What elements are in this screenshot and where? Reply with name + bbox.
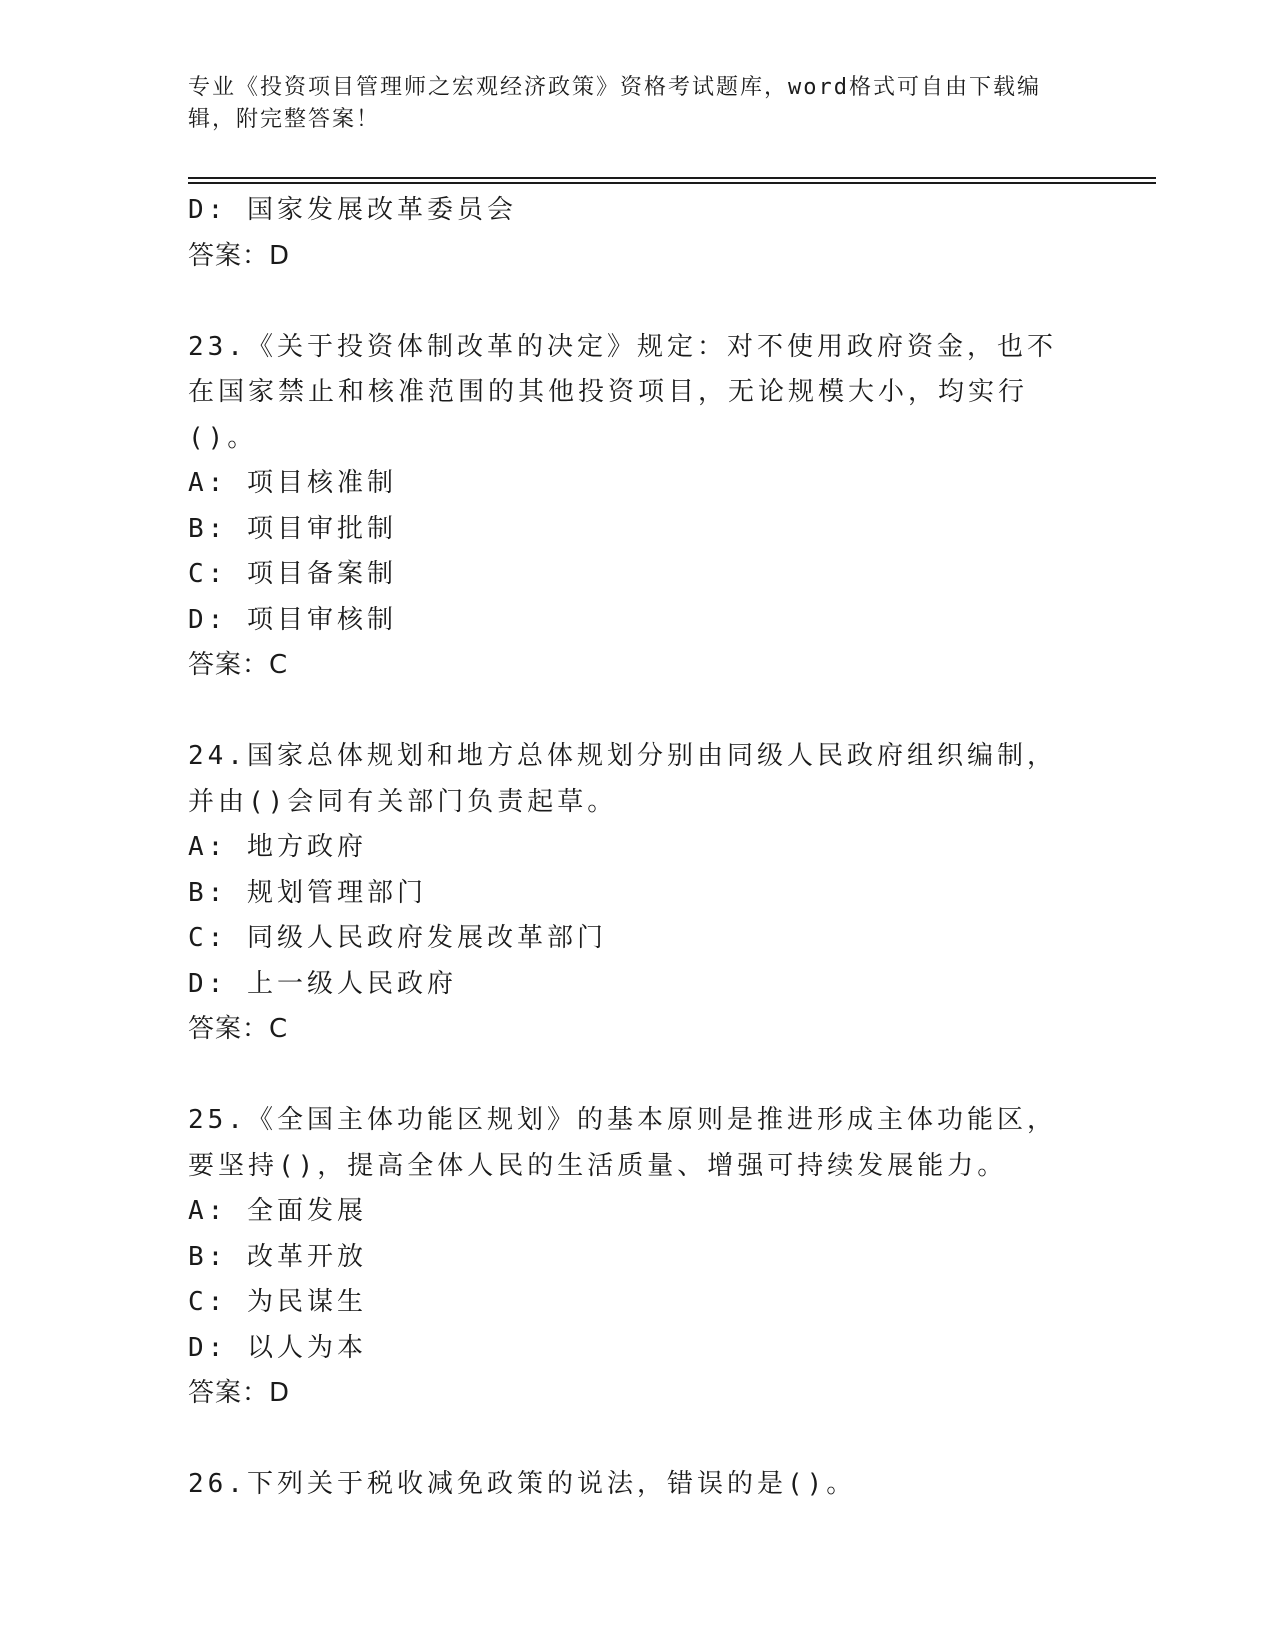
option-c: C: 同级人民政府发展改革部门 (188, 923, 607, 953)
page-header: 专业《投资项目管理师之宏观经济政策》资格考试题库，word格式可自由下载编辑，附完整答案！ (188, 75, 1041, 132)
answer-line: 答案：D (188, 1378, 291, 1408)
option-d: D: 以人为本 (188, 1332, 367, 1363)
option-d: D: 国家发展改革委员会 (188, 195, 517, 225)
spacer (188, 279, 1088, 325)
option-c: C: 为民谋生 (188, 1287, 367, 1317)
spacer (188, 1053, 1088, 1099)
answer-line: 答案：C (188, 650, 289, 680)
header-divider-bottom (188, 182, 1156, 184)
option-d: D: 上一级人民政府 (188, 968, 457, 999)
answer-line: 答案：D (188, 240, 291, 271)
question-stem-26: 26.下列关于税收减免政策的说法，错误的是()。 (188, 1469, 857, 1499)
question-stem-25: 25.《全国主体功能区规划》的基本原则是推进形成主体功能区，要坚持()，提高全体人民的生活质量、增强可持续发展能力。 (188, 1105, 1057, 1181)
question-stem-23: 23.《关于投资体制改革的决定》规定：对不使用政府资金，也不在国家禁止和核准范围的其他投资项目，无论规模大小，均实行()。 (188, 331, 1057, 453)
question-stem-24: 24.国家总体规划和地方总体规划分别由同级人民政府组织编制，并由()会同有关部门负责起草。 (188, 741, 1057, 817)
option-a: A: 项目核准制 (188, 468, 397, 498)
option-b: B: 项目审批制 (188, 513, 397, 544)
spacer (188, 689, 1088, 735)
option-b: B: 改革开放 (188, 1241, 367, 1272)
option-a: A: 地方政府 (188, 832, 367, 862)
answer-line: 答案：C (188, 1014, 289, 1044)
question-list (188, 188, 1088, 1508)
option-b: B: 规划管理部门 (188, 877, 427, 908)
spacer (188, 1417, 1088, 1463)
option-c: C: 项目备案制 (188, 559, 397, 589)
header-divider-top (188, 177, 1156, 179)
option-d: D: 项目审核制 (188, 604, 397, 635)
option-a: A: 全面发展 (188, 1196, 367, 1226)
